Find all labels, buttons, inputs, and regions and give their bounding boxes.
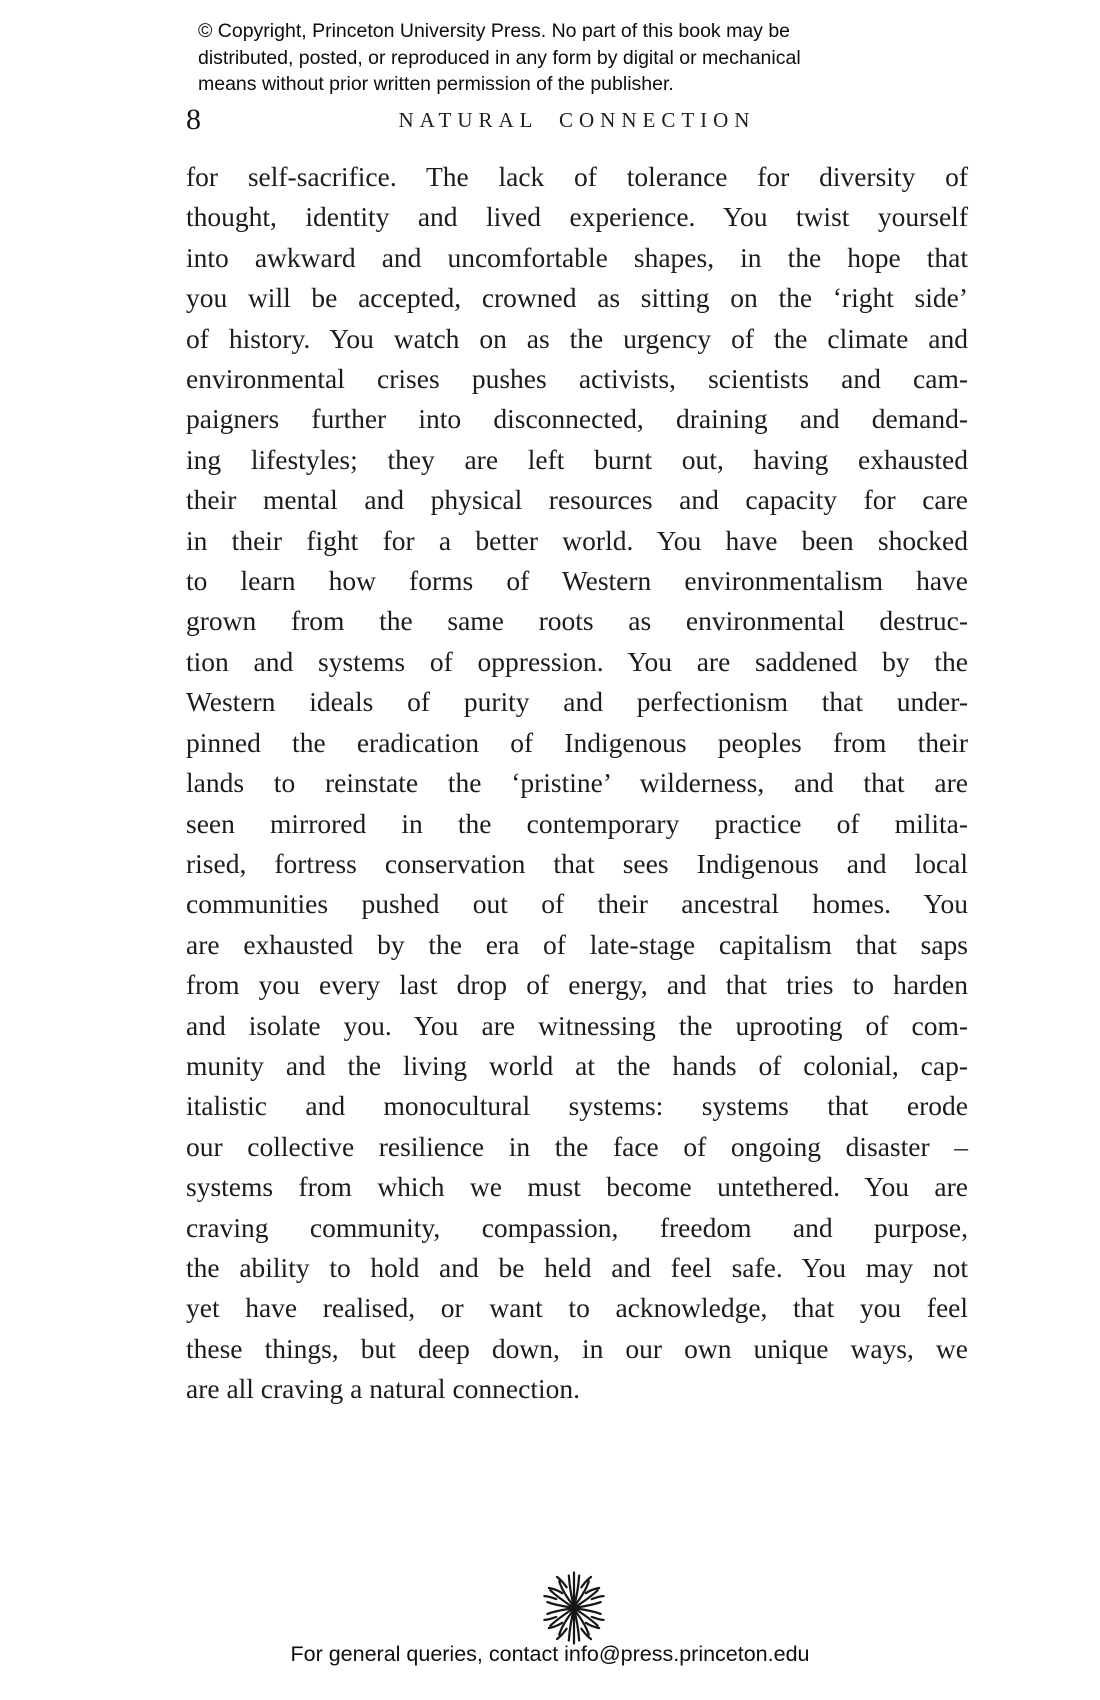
body-text-line: Western ideals of purity and perfectionism that under- bbox=[186, 686, 968, 718]
body-text-line: yet have realised, or want to acknowledge, that you feel bbox=[186, 1292, 968, 1324]
body-text-line: italistic and monocultural systems: systems that erode bbox=[186, 1090, 968, 1122]
page-number: 8 bbox=[186, 103, 201, 136]
body-text-line: craving community, compassion, freedom and purpose, bbox=[186, 1211, 968, 1243]
body-text-line: grown from the same roots as environmental destruc- bbox=[186, 605, 968, 637]
body-text-line: systems from which we must become untethered. You are bbox=[186, 1171, 968, 1203]
copyright-line: © Copyright, Princeton University Press. No part of this book may be bbox=[198, 20, 791, 42]
body-text-line: for self-sacrifice. The lack of tolerance for diversity of bbox=[186, 161, 968, 192]
body-text-line: are exhausted by the era of late-stage capitalism that saps bbox=[186, 928, 968, 960]
copyright-line: distributed, posted, or reproduced in any form by digital or mechanical bbox=[198, 46, 801, 69]
body-text-line: these things, but deep down, in our own unique ways, we bbox=[186, 1332, 968, 1364]
body-text-line: and isolate you. You are witnessing the uprooting of com- bbox=[186, 1009, 968, 1041]
body-text bbox=[186, 157, 968, 1410]
body-text-line: paigners further into disconnected, draining and demand- bbox=[186, 403, 968, 435]
body-text-line: from you every last drop of energy, and that tries to harden bbox=[186, 969, 968, 1001]
body-text-line: pinned the eradication of Indigenous peoples from their bbox=[186, 726, 968, 758]
body-text-line: in their fight for a better world. You have been shocked bbox=[186, 524, 968, 556]
copyright-notice bbox=[198, 18, 801, 98]
body-text-line: are all craving a natural connection. bbox=[186, 1373, 580, 1405]
body-text-line: the ability to hold and be held and feel safe. You may not bbox=[186, 1251, 968, 1283]
body-text-line: communities pushed out of their ancestral homes. You bbox=[186, 888, 968, 920]
body-text-line: ing lifestyles; they are left burnt out, having exhausted bbox=[186, 443, 968, 475]
running-head: NATURAL CONNECTION bbox=[398, 108, 756, 132]
body-text-line: tion and systems of oppression. You are saddened by the bbox=[186, 645, 968, 677]
body-text-line: environmental crises pushes activists, scientists and cam- bbox=[186, 363, 968, 395]
body-text-line: to learn how forms of Western environmentalism have bbox=[186, 565, 968, 597]
body-text-line: rised, fortress conservation that sees Indigenous and local bbox=[186, 847, 968, 879]
body-text-line: into awkward and uncomfortable shapes, in the hope that bbox=[186, 241, 968, 273]
body-text-line: their mental and physical resources and capacity for care bbox=[186, 484, 968, 516]
body-text-line: lands to reinstate the ‘pristine’ wilderness, and that are bbox=[186, 767, 968, 799]
body-text-line: seen mirrored in the contemporary practice of milita- bbox=[186, 807, 968, 839]
footer-contact-line: For general queries, contact info@press.princeton.edu bbox=[290, 1642, 810, 1666]
body-text-line: thought, identity and lived experience. You twist yourself bbox=[186, 201, 968, 233]
body-text-line: of history. You watch on as the urgency of the climate and bbox=[186, 322, 968, 354]
press-tree-ornament-icon bbox=[537, 1568, 611, 1648]
body-text-line: you will be accepted, crowned as sitting on the ‘right side’ bbox=[186, 282, 968, 314]
body-text-line: our collective resilience in the face of ongoing disaster – bbox=[186, 1130, 968, 1162]
copyright-line: means without prior written permission of the publisher. bbox=[198, 73, 674, 95]
page-header bbox=[186, 100, 968, 140]
body-text-line: munity and the living world at the hands of colonial, cap- bbox=[186, 1049, 968, 1081]
